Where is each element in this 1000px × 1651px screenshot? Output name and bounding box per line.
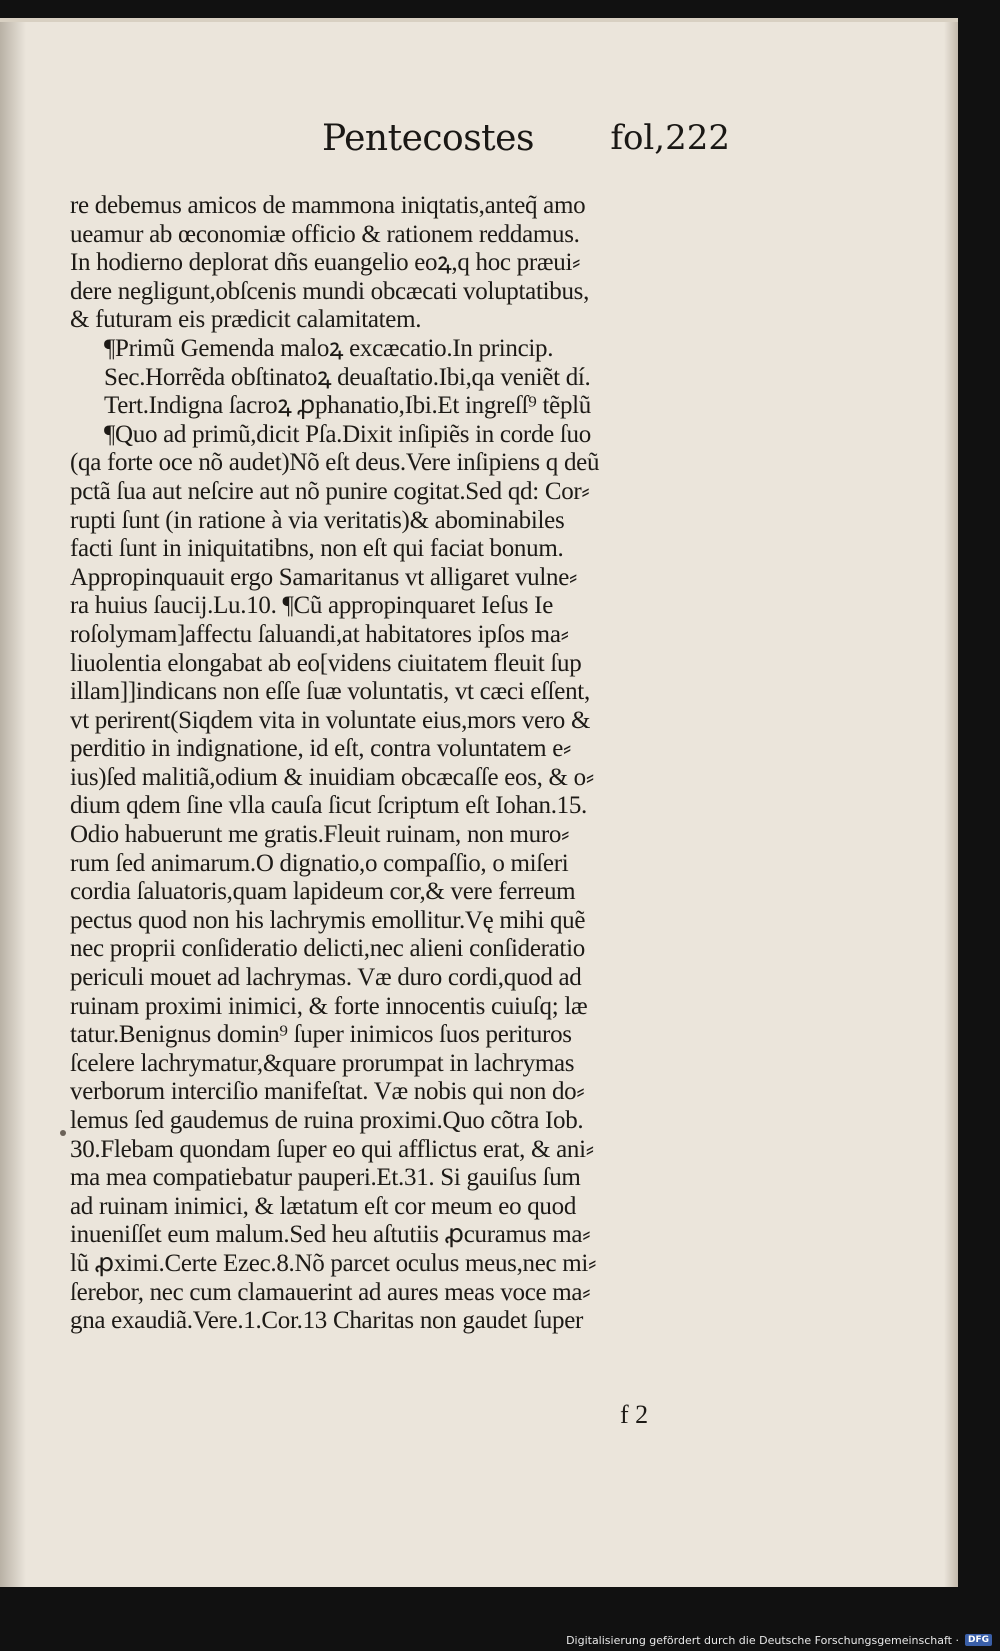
- text-line: verborum interciſio manifeſtat. Væ nobis qui non do⸗: [70, 1078, 585, 1106]
- text-line: ¶Primũ Gemenda maloꝝ excæcatio.In princip.: [104, 334, 554, 362]
- digitization-footer: [566, 1629, 992, 1651]
- running-title: Pentecostes: [322, 118, 534, 159]
- funding-credit: Digitalisierung gefördert durch die Deutsche Forschungsgemeinschaft ·: [566, 1633, 959, 1647]
- text-line: gna exaudiã.Vere.1.Cor.13 Charitas non gaudet ſuper: [70, 1307, 584, 1335]
- text-line: ma mea compatiebatur pauperi.Et.31. Si gauiſus ſum: [70, 1164, 581, 1192]
- text-line: pectus quod non his lachrymis emollitur.Vę mihi quẽ: [70, 906, 586, 934]
- text-line: ueamur ab œconomiæ officio & rationem reddamus.: [70, 220, 580, 248]
- text-line: inueniſſet eum malum.Sed heu aſtutiis ꝓcuramus ma⸗: [70, 1221, 591, 1249]
- text-line: ruinam proximi inimici, & forte innocentis cuiuſq; læ: [70, 992, 588, 1020]
- text-line: re debemus amicos de mammona iniqtatis,anteq̃ amo: [70, 192, 586, 219]
- text-line: cordia ſaluatoris,quam lapideum cor,& vere ferreum: [70, 878, 576, 906]
- text-line: perditio in indignatione, id eſt, contra voluntatem e⸗: [70, 735, 572, 763]
- text-line: nec proprii conſideratio delicti,nec alieni conſideratio: [70, 935, 585, 963]
- text-line: ſcelere lachrymatur,&quare prorumpat in lachrymas: [70, 1049, 575, 1077]
- text-line: Sec.Horrẽda obſtinatoꝝ deuaſtatio.Ibi,qa veniẽt dí.: [104, 363, 591, 391]
- folio-number: fol,222: [610, 118, 730, 158]
- text-line: ¶Quo ad primũ,dicit Pſa.Dixit inſipiẽs in corde ſuo: [104, 420, 591, 448]
- text-line: In hodierno deplorat dñs euangelio eoꝝ,q hoc præui⸗: [70, 249, 581, 277]
- binding-shadow: [0, 22, 26, 1587]
- text-line: ad ruinam inimici, & lætatum eſt cor meum eo quod: [70, 1192, 577, 1220]
- book-page: [0, 18, 958, 1587]
- page-header: [70, 118, 730, 166]
- text-line: (qa forte oce nõ audet)Nõ eſt deus.Vere inſipiens q deũ: [70, 449, 600, 477]
- text-line: & futuram eis prædicit calamitatem.: [70, 306, 422, 334]
- text-line: liuolentia elongabat ab eo[videns ciuitatem fleuit ſup: [70, 649, 582, 677]
- text-line: vt perirent(Siqdem vita in voluntate eius,mors vero &: [70, 706, 591, 734]
- text-line: roſolymam]affectu ſaluandi,at habitatores ipſos ma⸗: [70, 620, 569, 648]
- text-line: facti ſunt in iniquitatibns, non eſt qui faciat bonum.: [70, 535, 564, 563]
- dfg-logo: DFG: [965, 1634, 992, 1646]
- text-line: Tert.Indigna ſacroꝝ ꝓphanatio,Ibi.Et ingreſſ⁹ tẽplũ: [104, 392, 592, 420]
- page-edge-shadow: [944, 22, 958, 1587]
- text-line: Appropinquauit ergo Samaritanus vt alligaret vulne⸗: [70, 563, 578, 591]
- text-line: pctã ſua aut neſcire aut nõ punire cogitat.Sed qd: Cor⸗: [70, 477, 590, 505]
- text-line: illam]]indicans non eſſe ſuæ voluntatis, vt cæci eſſent,: [70, 678, 590, 706]
- text-line: periculi mouet ad lachrymas. Væ duro cordi,quod ad: [70, 964, 582, 992]
- text-line: ra huius ſaucij.Lu.10. ¶Cũ appropinquaret Ieſus Ie: [70, 592, 553, 620]
- text-line: rum ſed animarum.O dignatio,o compaſſio, o miſeri: [70, 849, 569, 877]
- body-text: [70, 192, 730, 1336]
- text-line: dium qdem ſine vlla cauſa ſicut ſcriptum eſt Iohan.15.: [70, 792, 587, 820]
- text-line: dere negligunt,obſcenis mundi obcæcati voluptatibus,: [70, 277, 590, 305]
- text-line: lũ ꝓximi.Certe Ezec.8.Nõ parcet oculus meus,nec mi⸗: [70, 1249, 597, 1277]
- text-line: rupti ſunt (in ratione à via veritatis)& abominabiles: [70, 506, 565, 534]
- signature-mark: f 2: [620, 1400, 649, 1429]
- text-line: 30.Flebam quondam ſuper eo qui afflictus erat, & ani⸗: [70, 1135, 594, 1163]
- text-line: Odio habuerunt me gratis.Fleuit ruinam, non muro⸗: [70, 821, 570, 849]
- text-line: ius)ſed malitiã,odium & inuidiam obcæcaſſe eos, & o⸗: [70, 763, 594, 791]
- text-line: lemus ſed gaudemus de ruina proximi.Quo cõtra Iob.: [70, 1107, 584, 1134]
- text-line: tatur.Benignus domin⁹ ſuper inimicos ſuos perituros: [70, 1021, 572, 1049]
- margin-dot: [60, 1130, 66, 1136]
- text-line: ſerebor, nec cum clamauerint ad aures meas voce ma⸗: [70, 1278, 591, 1306]
